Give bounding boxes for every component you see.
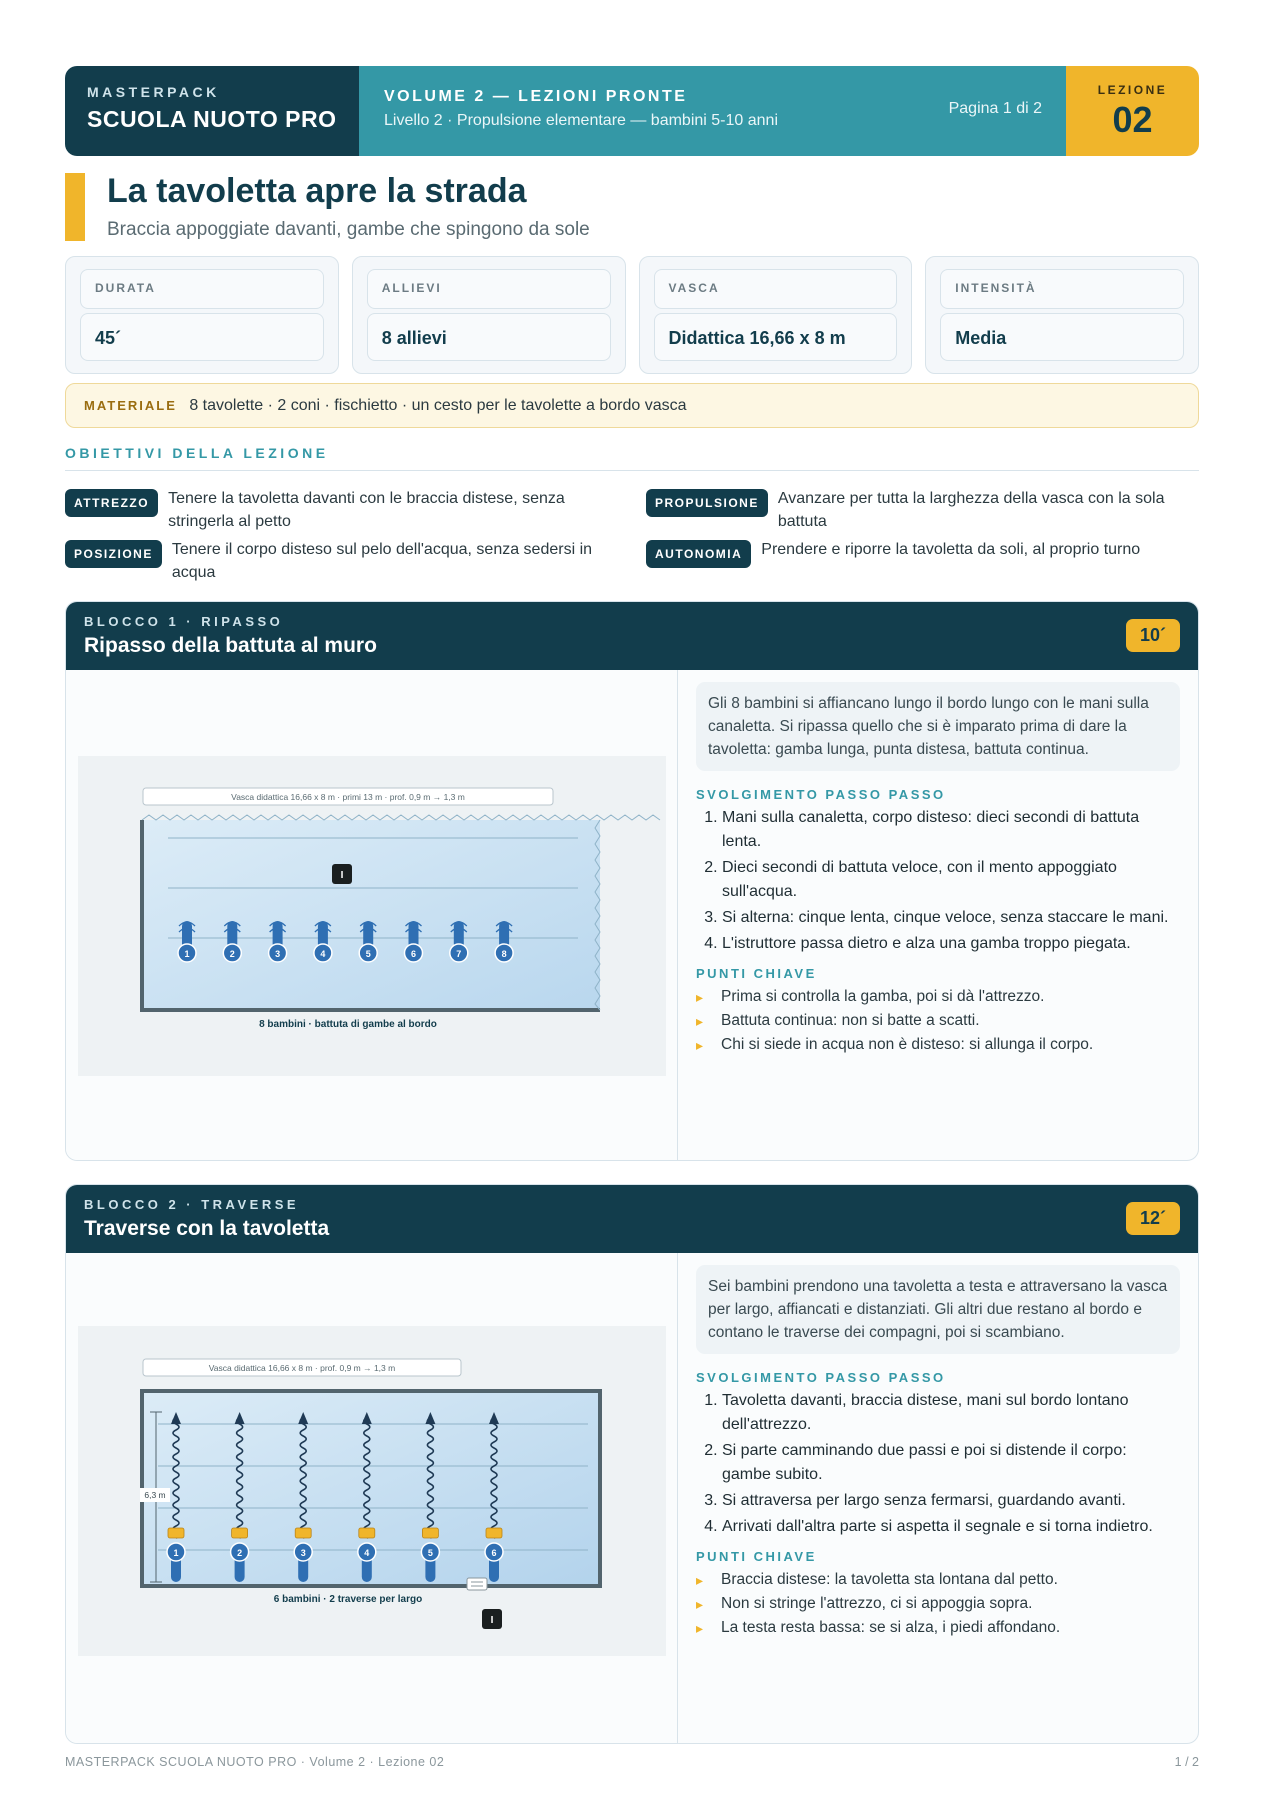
block-content [678,1253,1198,1743]
block-title: Ripasso della battuta al muro [84,634,377,657]
steps-heading: SVOLGIMENTO PASSO PASSO [696,1370,946,1385]
swimmer-number: 4 [320,949,326,959]
kickboard-icon [295,1528,311,1538]
swimmer-number: 1 [173,1548,179,1558]
step-item: 1. Mani sulla canaletta, corpo disteso: dieci secondi di battuta lenta. [722,806,1180,854]
materials-box [65,383,1199,428]
lesson-label: LEZIONE [1097,83,1168,97]
objective-item [646,487,1199,533]
objective-tag: POSIZIONE [65,540,162,568]
kickboard-icon [486,1528,502,1538]
key-point: ▸ Non si stringe l'attrezzo, ci si appoggia sopra. [696,1592,1180,1616]
objective-tag: AUTONOMIA [646,540,751,568]
stat-value: 45´ [80,313,324,361]
block-header [66,602,1198,670]
step-item: 3. Si attraversa per largo senza fermarsi, guardando avanti. [722,1489,1180,1513]
swimmer-number: 5 [427,1548,433,1558]
key-points-list [696,1568,1180,1640]
brand-name: SCUOLA NUOTO PRO [87,106,337,132]
objective-text: Tenere il corpo disteso sul pelo dell'acqua, senza sedersi in acqua [171,541,593,581]
stat-label: VASCA [654,269,898,309]
diagram-panel [66,670,678,1160]
key-point: ▸ Chi si siede in acqua non è disteso: si allunga il corpo. [696,1033,1180,1057]
objective-tag: ATTREZZO [65,489,158,517]
swimmer-number: 4 [364,1548,370,1558]
keys-heading: PUNTI CHIAVE [696,966,817,981]
materials-label: MATERIALE [84,398,177,413]
objective-text: Tenere la tavoletta davanti con le braccia distese, senza stringerla al petto [168,490,565,530]
stat-label: INTENSITÀ [940,269,1184,309]
volume-title: VOLUME 2 — LEZIONI PRONTE [384,88,688,105]
block-content [678,670,1198,1160]
level-description: Livello 2 · Propulsione elementare — bambini 5-10 anni [384,112,778,129]
lesson-block-2 [65,1184,1199,1744]
stat-label: DURATA [80,269,324,309]
objective-text: Avanzare per tutta la larghezza della vasca con la sola battuta [777,490,1165,530]
step-item: 2. Dieci secondi di battuta veloce, con il mento appoggiato sull'acqua. [722,856,1180,904]
stat-value: Didattica 16,66 x 8 m [654,313,898,361]
step-item: 3. Si alterna: cinque lenta, cinque veloce, senza staccare le mani. [722,906,1180,930]
width-label: 6,3 m [144,1490,166,1500]
objectives-divider [65,470,1199,471]
page-title: La tavoletta apre la strada [107,172,527,210]
swimmer-number: 8 [501,949,507,959]
page-indicator: Pagina 1 di 2 [948,100,1042,117]
stat-value: 8 allievi [367,313,611,361]
volume-panel [359,66,1066,156]
diagram-caption: 8 bambini · battuta di gambe al bordo [259,1019,437,1030]
pool-diagram [78,756,666,1076]
block-duration-badge: 12´ [1126,1202,1180,1235]
pool-label: Vasca didattica 16,66 x 8 m · prof. 0,9 m → 1,3 m [208,1363,396,1373]
block-kicker: BLOCCO 2 · TRAVERSE [84,1197,300,1212]
lesson-number: 02 [1112,99,1153,140]
title-accent-bar [65,173,85,241]
keys-heading: PUNTI CHIAVE [696,1549,817,1564]
kickboard-icon [359,1528,375,1538]
swimmer-number: 3 [300,1548,306,1558]
page-header [65,66,1199,156]
kickboard-icon [168,1528,184,1538]
lesson-stats [65,256,1199,374]
swimmer-number: 2 [229,949,235,959]
page-subtitle: Braccia appoggiate davanti, gambe che spingono da sole [107,219,590,240]
key-point: ▸ La testa resta bassa: se si alza, i piedi affondano. [696,1616,1180,1640]
objective-item [646,538,1199,568]
swimmer-number: 7 [456,949,462,959]
step-item: 4. L'istruttore passa dietro e alza una gamba troppo piegata. [722,932,1180,956]
key-point: ▸ Braccia distese: la tavoletta sta lontana dal petto. [696,1568,1180,1592]
objective-item [65,487,595,533]
materials-text: 8 tavolette · 2 coni · fischietto · un cesto per le tavolette a bordo vasca [189,397,687,414]
key-point: ▸ Prima si controlla la gamba, poi si dà l'attrezzo. [696,985,1180,1009]
pool-diagram [78,1326,666,1656]
brand-kicker: MASTERPACK [87,84,220,100]
objective-text: Prendere e riporre la tavoletta da soli, al proprio turno [761,541,1141,558]
block-header [66,1185,1198,1253]
water-surface-wave [142,815,660,820]
step-item: 4. Arrivati dall'altra parte si aspetta il segnale e si torna indietro. [722,1515,1180,1539]
objectives-heading: OBIETTIVI DELLA LEZIONE [65,445,329,461]
brand-panel [65,66,359,156]
swimmer-number: 2 [237,1548,243,1558]
key-point: ▸ Battuta continua: non si batte a scatti. [696,1009,1180,1033]
stat-card-pool [639,256,913,374]
block-intro: Sei bambini prendono una tavoletta a testa e attraversano la vasca per largo, affiancati e distanziati. Gli altri due restano al bordo e contano le traverse dei compagni, poi si scambiano. [696,1265,1180,1354]
pool-label: Vasca didattica 16,66 x 8 m · primi 13 m · prof. 0,9 m → 1,3 m [231,792,465,802]
step-item: 1. Tavoletta davanti, braccia distese, mani sul bordo lontano dell'attrezzo. [722,1389,1180,1437]
step-item: 2. Si parte camminando due passi e poi si distende il corpo: gambe subito. [722,1439,1180,1487]
block-kicker: BLOCCO 1 · RIPASSO [84,614,284,629]
footer-text: MASTERPACK SCUOLA NUOTO PRO · Volume 2 · Lezione 02 [65,1755,445,1769]
instructor-label: I [490,1615,494,1626]
block-duration-badge: 10´ [1126,619,1180,652]
swimmer-number: 3 [275,949,281,959]
stat-card-students [352,256,626,374]
lesson-block-1 [65,601,1199,1161]
block-intro: Gli 8 bambini si affiancano lungo il bordo lungo con le mani sulla canaletta. Si ripassa quello che si è imparato prima di dare la tavoletta: gamba lunga, punta distesa, battuta continua. [696,682,1180,771]
swimmer-number: 5 [365,949,371,959]
swimmer-number: 6 [491,1548,497,1558]
diagram-caption: 6 bambini · 2 traverse per largo [273,1594,423,1605]
pool-water [142,820,600,1010]
key-points-list [696,985,1180,1057]
instructor-label: I [340,870,344,881]
objective-tag: PROPULSIONE [646,489,768,517]
steps-list [696,1389,1180,1539]
steps-list [696,806,1180,956]
block-title: Traverse con la tavoletta [84,1217,330,1240]
lesson-badge [1066,66,1199,156]
counter-clipboard-icon [467,1578,487,1590]
stat-card-duration [65,256,339,374]
swimmer-number: 6 [410,949,417,959]
stat-value: Media [940,313,1184,361]
stat-label: ALLIEVI [367,269,611,309]
stat-card-intensity [925,256,1199,374]
objective-item [65,538,595,584]
swimmer-number: 1 [184,949,190,959]
diagram-panel [66,1253,678,1743]
steps-heading: SVOLGIMENTO PASSO PASSO [696,787,946,802]
footer-page-number: 1 / 2 [1174,1755,1199,1769]
kickboard-icon [232,1528,248,1538]
kickboard-icon [422,1528,438,1538]
